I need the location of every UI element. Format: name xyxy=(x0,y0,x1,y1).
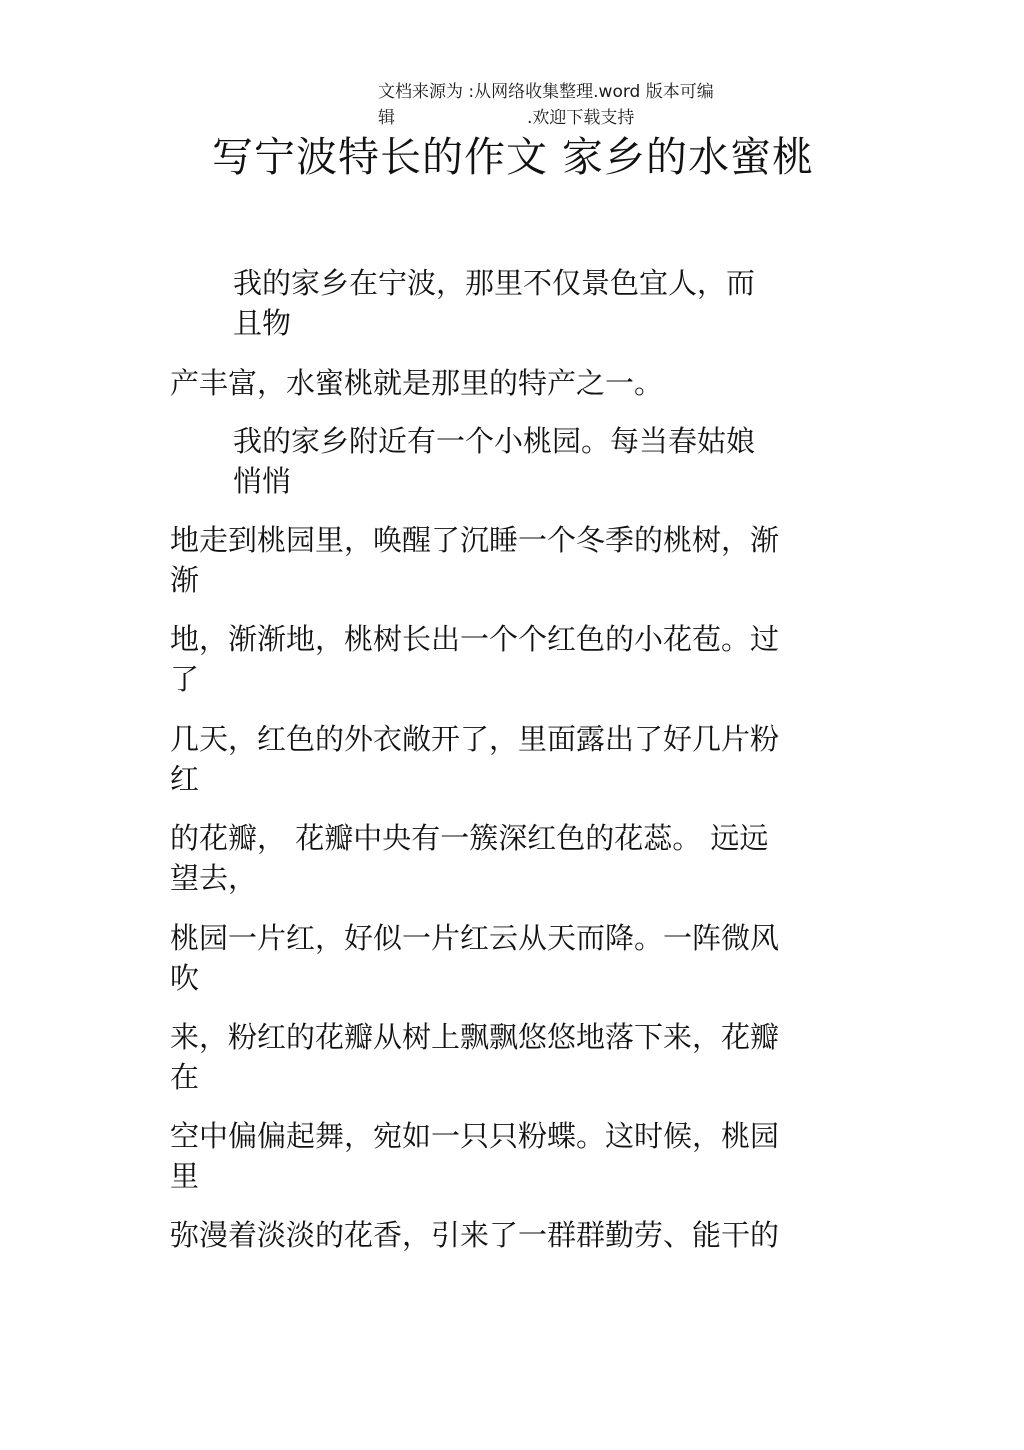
body-line: 来，粉红的花瓣从树上飘飘悠悠地落下来，花瓣 xyxy=(170,1020,780,1054)
source-note-line-2-left: 辑 xyxy=(378,108,395,128)
body-line: 桃园一片红，好似一片红云从天而降。一阵微风 xyxy=(170,921,780,955)
body-line: 弥漫着淡淡的花香，引来了一群群勤劳、能干的 xyxy=(170,1218,780,1252)
body-line: 且物 xyxy=(233,306,292,340)
source-note-line-2-right: .欢迎下载支持 xyxy=(527,108,635,128)
body-line: 空中偏偏起舞，宛如一只只粉蝶。这时候，桃园 xyxy=(170,1119,780,1153)
page-title: 写宁波特长的作文 家乡的水蜜桃 xyxy=(212,133,815,181)
body-line: 在 xyxy=(170,1060,200,1094)
body-line: 我的家乡在宁波，那里不仅景色宜人，而 xyxy=(233,266,756,300)
body-line: 我的家乡附近有一个小桃园。每当春姑娘 xyxy=(233,424,756,458)
body-line: 里 xyxy=(170,1159,200,1193)
body-line: 吹 xyxy=(170,961,200,995)
body-line: 悄悄 xyxy=(233,464,292,498)
body-line: 了 xyxy=(170,662,200,696)
body-line: 望去， xyxy=(170,861,258,895)
body-line: 的花瓣， 花瓣中央有一簇深红色的花蕊。 远远 xyxy=(170,821,769,855)
body-line: 产丰富，水蜜桃就是那里的特产之一。 xyxy=(170,366,664,400)
body-line: 几天，红色的外衣敞开了，里面露出了好几片粉 xyxy=(170,722,780,756)
source-note-line-1: 文档来源为 :从网络收集整理.word 版本可编 xyxy=(378,82,714,102)
body-line: 渐 xyxy=(170,563,200,597)
body-line: 红 xyxy=(170,762,200,796)
body-line: 地走到桃园里，唤醒了沉睡一个冬季的桃树，渐 xyxy=(170,523,780,557)
body-line: 地，渐渐地，桃树长出一个个红色的小花苞。过 xyxy=(170,622,780,656)
